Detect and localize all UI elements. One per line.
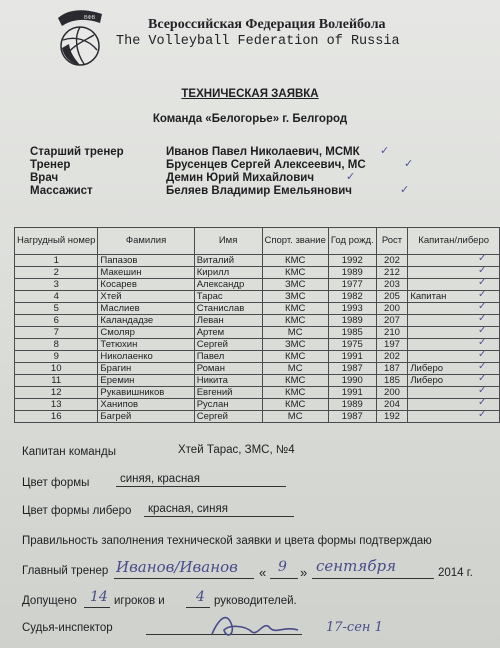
players-label: игроков и <box>114 595 165 607</box>
cell-birth-year: 1989 <box>328 267 376 279</box>
cell-surname: Хтей <box>98 291 194 303</box>
cell-name: Никита <box>194 375 262 387</box>
checkmark-icon: ✓ <box>478 373 487 384</box>
cell-rank: КМС <box>262 387 328 399</box>
date-quote-close: » <box>300 565 308 580</box>
cell-rank: КМС <box>262 315 328 327</box>
head-coach-signature: Иванов/Иванов <box>116 558 238 576</box>
cell-birth-year: 1991 <box>328 387 376 399</box>
cell-captain-libero: Либеро <box>408 363 500 375</box>
cell-name: Евгений <box>194 387 262 399</box>
uniform-color-underline <box>116 486 286 487</box>
staff-role-masseur: Массажист <box>30 185 93 197</box>
logo-text: ВФВ <box>84 15 96 21</box>
head-coach-underline <box>114 578 254 579</box>
checkmark-icon: ✓ <box>478 409 487 420</box>
logo-ribbon <box>58 10 102 26</box>
column-header-name: Имя <box>194 228 262 255</box>
cell-surname: Николаенко <box>98 351 194 363</box>
cell-captain-libero: Либеро <box>408 375 500 387</box>
column-header-surname: Фамилия <box>98 228 194 255</box>
cell-number: 11 <box>15 375 98 387</box>
cell-height: 207 <box>376 315 408 327</box>
cell-surname: Макешин <box>98 267 194 279</box>
cell-number: 7 <box>15 327 98 339</box>
cell-birth-year: 1987 <box>328 411 376 423</box>
cell-number: 8 <box>15 339 98 351</box>
officials-label: руководителей. <box>214 595 297 607</box>
cell-height: 202 <box>376 255 408 267</box>
column-header-captain-libero: Капитан/либеро <box>408 228 500 255</box>
cell-rank: ЗМС <box>262 339 328 351</box>
cell-height: 200 <box>376 303 408 315</box>
checkmark-icon: ✓ <box>478 337 487 348</box>
cell-number: 13 <box>15 399 98 411</box>
cell-birth-year: 1982 <box>328 291 376 303</box>
column-header-height: Рост <box>376 228 408 255</box>
volleyball-federation-logo <box>54 6 106 70</box>
cell-rank: КМС <box>262 351 328 363</box>
cell-rank: КМС <box>262 303 328 315</box>
team-name: Команда «Белогорье» г. Белгород <box>152 113 348 125</box>
cell-birth-year: 1985 <box>328 327 376 339</box>
cell-rank: ЗМС <box>262 291 328 303</box>
date-month-underline <box>312 578 434 579</box>
cell-height: 205 <box>376 291 408 303</box>
captain-value: Хтей Тарас, ЗМС, №4 <box>178 444 295 456</box>
inspector-label: Судья-инспектор <box>22 622 113 634</box>
date-month: сентября <box>316 557 397 575</box>
cell-height: 197 <box>376 339 408 351</box>
checkmark-icon: ✓ <box>346 171 356 183</box>
libero-uniform-color-underline <box>144 516 294 517</box>
cell-name: Сергей <box>194 411 262 423</box>
staff-role-senior-coach: Старший тренер <box>30 146 124 158</box>
checkmark-icon: ✓ <box>478 301 487 312</box>
admitted-prefix: Допущено <box>22 595 77 607</box>
federation-name-ru: Всероссийская Федерация Волейбола <box>148 17 386 32</box>
table-row <box>15 303 500 315</box>
checkmark-icon: ✓ <box>478 277 487 288</box>
roster-table <box>14 227 500 423</box>
uniform-color-value: синяя, красная <box>120 473 200 485</box>
cell-height: 185 <box>376 375 408 387</box>
cell-surname: Рукавишников <box>98 387 194 399</box>
cell-name: Виталий <box>194 255 262 267</box>
roster-header-row <box>15 228 500 255</box>
table-row <box>15 399 500 411</box>
checkmark-icon: ✓ <box>478 361 487 372</box>
cell-name: Станислав <box>194 303 262 315</box>
cell-rank: МС <box>262 411 328 423</box>
table-row <box>15 291 500 303</box>
table-row <box>15 351 500 363</box>
cell-name: Артем <box>194 327 262 339</box>
players-count: 14 <box>90 589 108 605</box>
checkmark-icon: ✓ <box>478 385 487 396</box>
libero-uniform-color-value: красная, синяя <box>148 503 228 515</box>
officials-count: 4 <box>196 589 205 605</box>
cell-surname: Еремин <box>98 375 194 387</box>
cell-surname: Косарев <box>98 279 194 291</box>
checkmark-icon: ✓ <box>400 184 410 196</box>
cell-name: Роман <box>194 363 262 375</box>
cell-number: 10 <box>15 363 98 375</box>
cell-number: 5 <box>15 303 98 315</box>
checkmark-icon: ✓ <box>478 325 487 336</box>
cell-surname: Багрей <box>98 411 194 423</box>
date-year: 2014 г. <box>438 567 473 579</box>
column-header-birth-year: Год рожд. <box>328 228 376 255</box>
cell-birth-year: 1990 <box>328 375 376 387</box>
cell-height: 187 <box>376 363 408 375</box>
date-quote-open: « <box>259 565 267 580</box>
cell-name: Леван <box>194 315 262 327</box>
cell-surname: Тетюхин <box>98 339 194 351</box>
table-row <box>15 387 500 399</box>
inspector-note: 17-сен 1 <box>326 620 383 635</box>
staff-role-doctor: Врач <box>30 172 59 184</box>
cell-rank: ЗМС <box>262 279 328 291</box>
players-count-underline <box>84 607 110 608</box>
checkmark-icon: ✓ <box>478 289 487 300</box>
cell-birth-year: 1987 <box>328 363 376 375</box>
cell-name: Руслан <box>194 399 262 411</box>
cell-birth-year: 1992 <box>328 255 376 267</box>
cell-height: 210 <box>376 327 408 339</box>
cell-name: Тарас <box>194 291 262 303</box>
cell-name: Кирилл <box>194 267 262 279</box>
cell-name: Павел <box>194 351 262 363</box>
column-header-rank: Спорт. звание <box>262 228 328 255</box>
table-row <box>15 339 500 351</box>
cell-birth-year: 1989 <box>328 399 376 411</box>
cell-number: 3 <box>15 279 98 291</box>
cell-name: Сергей <box>194 339 262 351</box>
cell-number: 16 <box>15 411 98 423</box>
checkmark-icon: ✓ <box>404 158 414 170</box>
cell-number: 12 <box>15 387 98 399</box>
cell-rank: МС <box>262 327 328 339</box>
cell-height: 203 <box>376 279 408 291</box>
column-header-number: Нагрудный номер <box>15 228 98 255</box>
checkmark-icon: ✓ <box>478 349 487 360</box>
checkmark-icon: ✓ <box>478 397 487 408</box>
federation-name-en: The Volleyball Federation of Russia <box>116 34 400 49</box>
head-coach-label: Главный тренер <box>22 565 109 577</box>
cell-surname: Папазов <box>98 255 194 267</box>
cell-birth-year: 1991 <box>328 351 376 363</box>
cell-number: 6 <box>15 315 98 327</box>
cell-number: 2 <box>15 267 98 279</box>
cell-height: 212 <box>376 267 408 279</box>
checkmark-icon: ✓ <box>478 313 487 324</box>
confirmation-text: Правильность заполнения технической заявки и цвета формы подтверждаю <box>22 535 432 547</box>
cell-number: 9 <box>15 351 98 363</box>
checkmark-icon: ✓ <box>478 253 487 264</box>
checkmark-icon: ✓ <box>478 265 487 276</box>
inspector-signature-stroke <box>212 618 298 635</box>
staff-role-coach: Тренер <box>30 159 71 171</box>
cell-surname: Каландадзе <box>98 315 194 327</box>
cell-height: 192 <box>376 411 408 423</box>
cell-surname: Маслиев <box>98 303 194 315</box>
cell-height: 202 <box>376 351 408 363</box>
captain-label: Капитан команды <box>22 446 117 458</box>
table-row <box>15 267 500 279</box>
cell-birth-year: 1993 <box>328 303 376 315</box>
date-day-underline <box>270 578 298 579</box>
staff-name-coach: Брусенцев Сергей Алексеевич, МС <box>166 159 366 171</box>
table-row <box>15 327 500 339</box>
checkmark-icon: ✓ <box>380 145 390 157</box>
cell-captain-libero: Капитан <box>408 291 500 303</box>
cell-surname: Брагин <box>98 363 194 375</box>
cell-rank: МС <box>262 363 328 375</box>
table-row <box>15 411 500 423</box>
staff-name-masseur: Беляев Владимир Емельянович <box>166 185 352 197</box>
cell-height: 204 <box>376 399 408 411</box>
cell-birth-year: 1975 <box>328 339 376 351</box>
cell-rank: КМС <box>262 255 328 267</box>
uniform-color-label: Цвет формы <box>22 477 90 489</box>
staff-name-senior-coach: Иванов Павел Николаевич, МСМК <box>166 146 360 158</box>
table-row <box>15 255 500 267</box>
cell-name: Александр <box>194 279 262 291</box>
document-title: ТЕХНИЧЕСКАЯ ЗАЯВКА <box>181 88 319 100</box>
cell-birth-year: 1977 <box>328 279 376 291</box>
cell-rank: КМС <box>262 399 328 411</box>
cell-height: 200 <box>376 387 408 399</box>
libero-uniform-color-label: Цвет формы либеро <box>22 505 132 517</box>
cell-number: 1 <box>15 255 98 267</box>
cell-surname: Смоляр <box>98 327 194 339</box>
staff-name-doctor: Демин Юрий Михайлович <box>166 172 315 184</box>
date-day: 9 <box>278 559 287 575</box>
table-row <box>15 375 500 387</box>
cell-rank: КМС <box>262 375 328 387</box>
table-row <box>15 279 500 291</box>
table-row <box>15 363 500 375</box>
table-row <box>15 315 500 327</box>
inspector-signature <box>206 606 302 642</box>
cell-birth-year: 1989 <box>328 315 376 327</box>
cell-number: 4 <box>15 291 98 303</box>
cell-surname: Ханипов <box>98 399 194 411</box>
cell-rank: КМС <box>262 267 328 279</box>
